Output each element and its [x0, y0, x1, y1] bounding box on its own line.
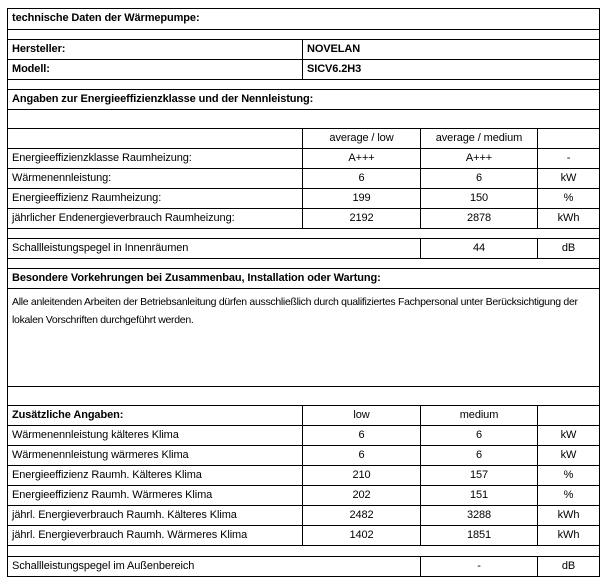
sound-outdoor-label: Schallleistungspegel im Außenbereich	[12, 560, 195, 572]
table-row	[8, 465, 599, 485]
row-unit: kW	[537, 169, 599, 188]
model-label: Modell:	[12, 63, 50, 75]
spacer-cell	[8, 110, 599, 128]
col-header-low: low	[302, 406, 420, 425]
row-label: jährl. Energieverbrauch Raumh. Wärmeres Klima	[12, 529, 248, 541]
row-label: Energieeffizienz Raumh. Kälteres Klima	[12, 469, 202, 481]
precautions-text: Alle anleitenden Arbeiten der Betriebsanleitung dürfen ausschließlich durch qualifiziertes Fachpersonal unter Berücksichtigung der lokalen Vorschriften durchgeführt werden.	[12, 296, 578, 326]
col-header-average-low: average / low	[302, 129, 420, 148]
sound-outdoor-unit: dB	[537, 557, 599, 576]
value-low: 1402	[302, 526, 420, 545]
row-unit: %	[537, 189, 599, 208]
value-low: A+++	[302, 149, 420, 168]
energy-section-heading-row	[8, 89, 599, 109]
spacer-cell	[8, 80, 599, 89]
empty-unit-header-cell	[537, 129, 599, 148]
row-label: Energieeffizienz Raumheizung:	[12, 192, 162, 204]
row-label: Wärmenennleistung wärmeres Klima	[12, 449, 189, 461]
value-medium: 3288	[420, 506, 537, 525]
value-low: 202	[302, 486, 420, 505]
manufacturer-label: Hersteller:	[12, 43, 66, 55]
sound-outdoor-value: -	[420, 557, 537, 576]
model-value: SICV6.2H3	[302, 60, 599, 79]
spacer-cell	[8, 229, 599, 238]
model-row	[8, 59, 599, 79]
spacer-row	[8, 109, 599, 128]
value-medium: 150	[420, 189, 537, 208]
value-low: 6	[302, 446, 420, 465]
value-medium: 157	[420, 466, 537, 485]
table-row	[8, 208, 599, 228]
spacer-row	[8, 79, 599, 89]
empty-unit-header-cell	[537, 406, 599, 425]
value-medium: 6	[420, 426, 537, 445]
row-unit: kWh	[537, 506, 599, 525]
value-low: 2192	[302, 209, 420, 228]
energy-column-header-row	[8, 128, 599, 148]
row-label: Energieeffizienzklasse Raumheizung:	[12, 152, 192, 164]
value-medium: 151	[420, 486, 537, 505]
row-label: Energieeffizienz Raumh. Wärmeres Klima	[12, 489, 213, 501]
spacer-row	[8, 228, 599, 238]
spacer-cell	[8, 259, 599, 268]
spacer-cell	[8, 30, 599, 39]
page-title: technische Daten der Wärmepumpe:	[12, 12, 200, 24]
title-row	[8, 9, 599, 29]
col-header-average-medium: average / medium	[420, 129, 537, 148]
table-row	[8, 425, 599, 445]
row-label: jährlicher Endenergieverbrauch Raumheizung:	[12, 212, 235, 224]
sound-indoor-row	[8, 238, 599, 258]
col-header-medium: medium	[420, 406, 537, 425]
table-row	[8, 148, 599, 168]
value-medium: 1851	[420, 526, 537, 545]
value-low: 2482	[302, 506, 420, 525]
value-low: 6	[302, 169, 420, 188]
row-unit: kW	[537, 446, 599, 465]
row-unit: -	[537, 149, 599, 168]
spacer-row	[8, 29, 599, 39]
value-medium: 2878	[420, 209, 537, 228]
value-medium: 6	[420, 169, 537, 188]
sound-indoor-unit: dB	[537, 239, 599, 258]
technical-data-table	[7, 8, 600, 577]
value-medium: 6	[420, 446, 537, 465]
spacer-row	[8, 545, 599, 556]
row-unit: kWh	[537, 526, 599, 545]
empty-header-cell	[8, 129, 302, 148]
value-low: 199	[302, 189, 420, 208]
row-unit: %	[537, 486, 599, 505]
row-label: jährl. Energieverbrauch Raumh. Kälteres Klima	[12, 509, 237, 521]
value-medium: A+++	[420, 149, 537, 168]
additional-heading: Zusätzliche Angaben:	[12, 409, 124, 421]
row-unit: %	[537, 466, 599, 485]
energy-section-heading: Angaben zur Energieeffizienzklasse und der Nennleistung:	[12, 93, 314, 105]
table-row	[8, 168, 599, 188]
manufacturer-row	[8, 39, 599, 59]
value-low: 210	[302, 466, 420, 485]
table-row	[8, 445, 599, 465]
spacer-cell	[8, 387, 599, 405]
row-label: Wärmenennleistung kälteres Klima	[12, 429, 179, 441]
spacer-row	[8, 258, 599, 268]
manufacturer-value: NOVELAN	[302, 40, 599, 59]
precautions-heading-row	[8, 268, 599, 288]
sound-indoor-label: Schallleistungspegel in Innenräumen	[12, 242, 189, 254]
row-unit: kW	[537, 426, 599, 445]
precautions-text-row	[8, 288, 599, 386]
spacer-cell	[8, 546, 599, 556]
sound-indoor-value: 44	[420, 239, 537, 258]
table-row	[8, 525, 599, 545]
table-row	[8, 505, 599, 525]
table-row	[8, 485, 599, 505]
sound-outdoor-row	[8, 556, 599, 576]
value-low: 6	[302, 426, 420, 445]
spacer-row	[8, 386, 599, 405]
table-row	[8, 188, 599, 208]
row-unit: kWh	[537, 209, 599, 228]
additional-header-row	[8, 405, 599, 425]
row-label: Wärmenennleistung:	[12, 172, 112, 184]
precautions-heading: Besondere Vorkehrungen bei Zusammenbau, Installation oder Wartung:	[12, 272, 381, 284]
